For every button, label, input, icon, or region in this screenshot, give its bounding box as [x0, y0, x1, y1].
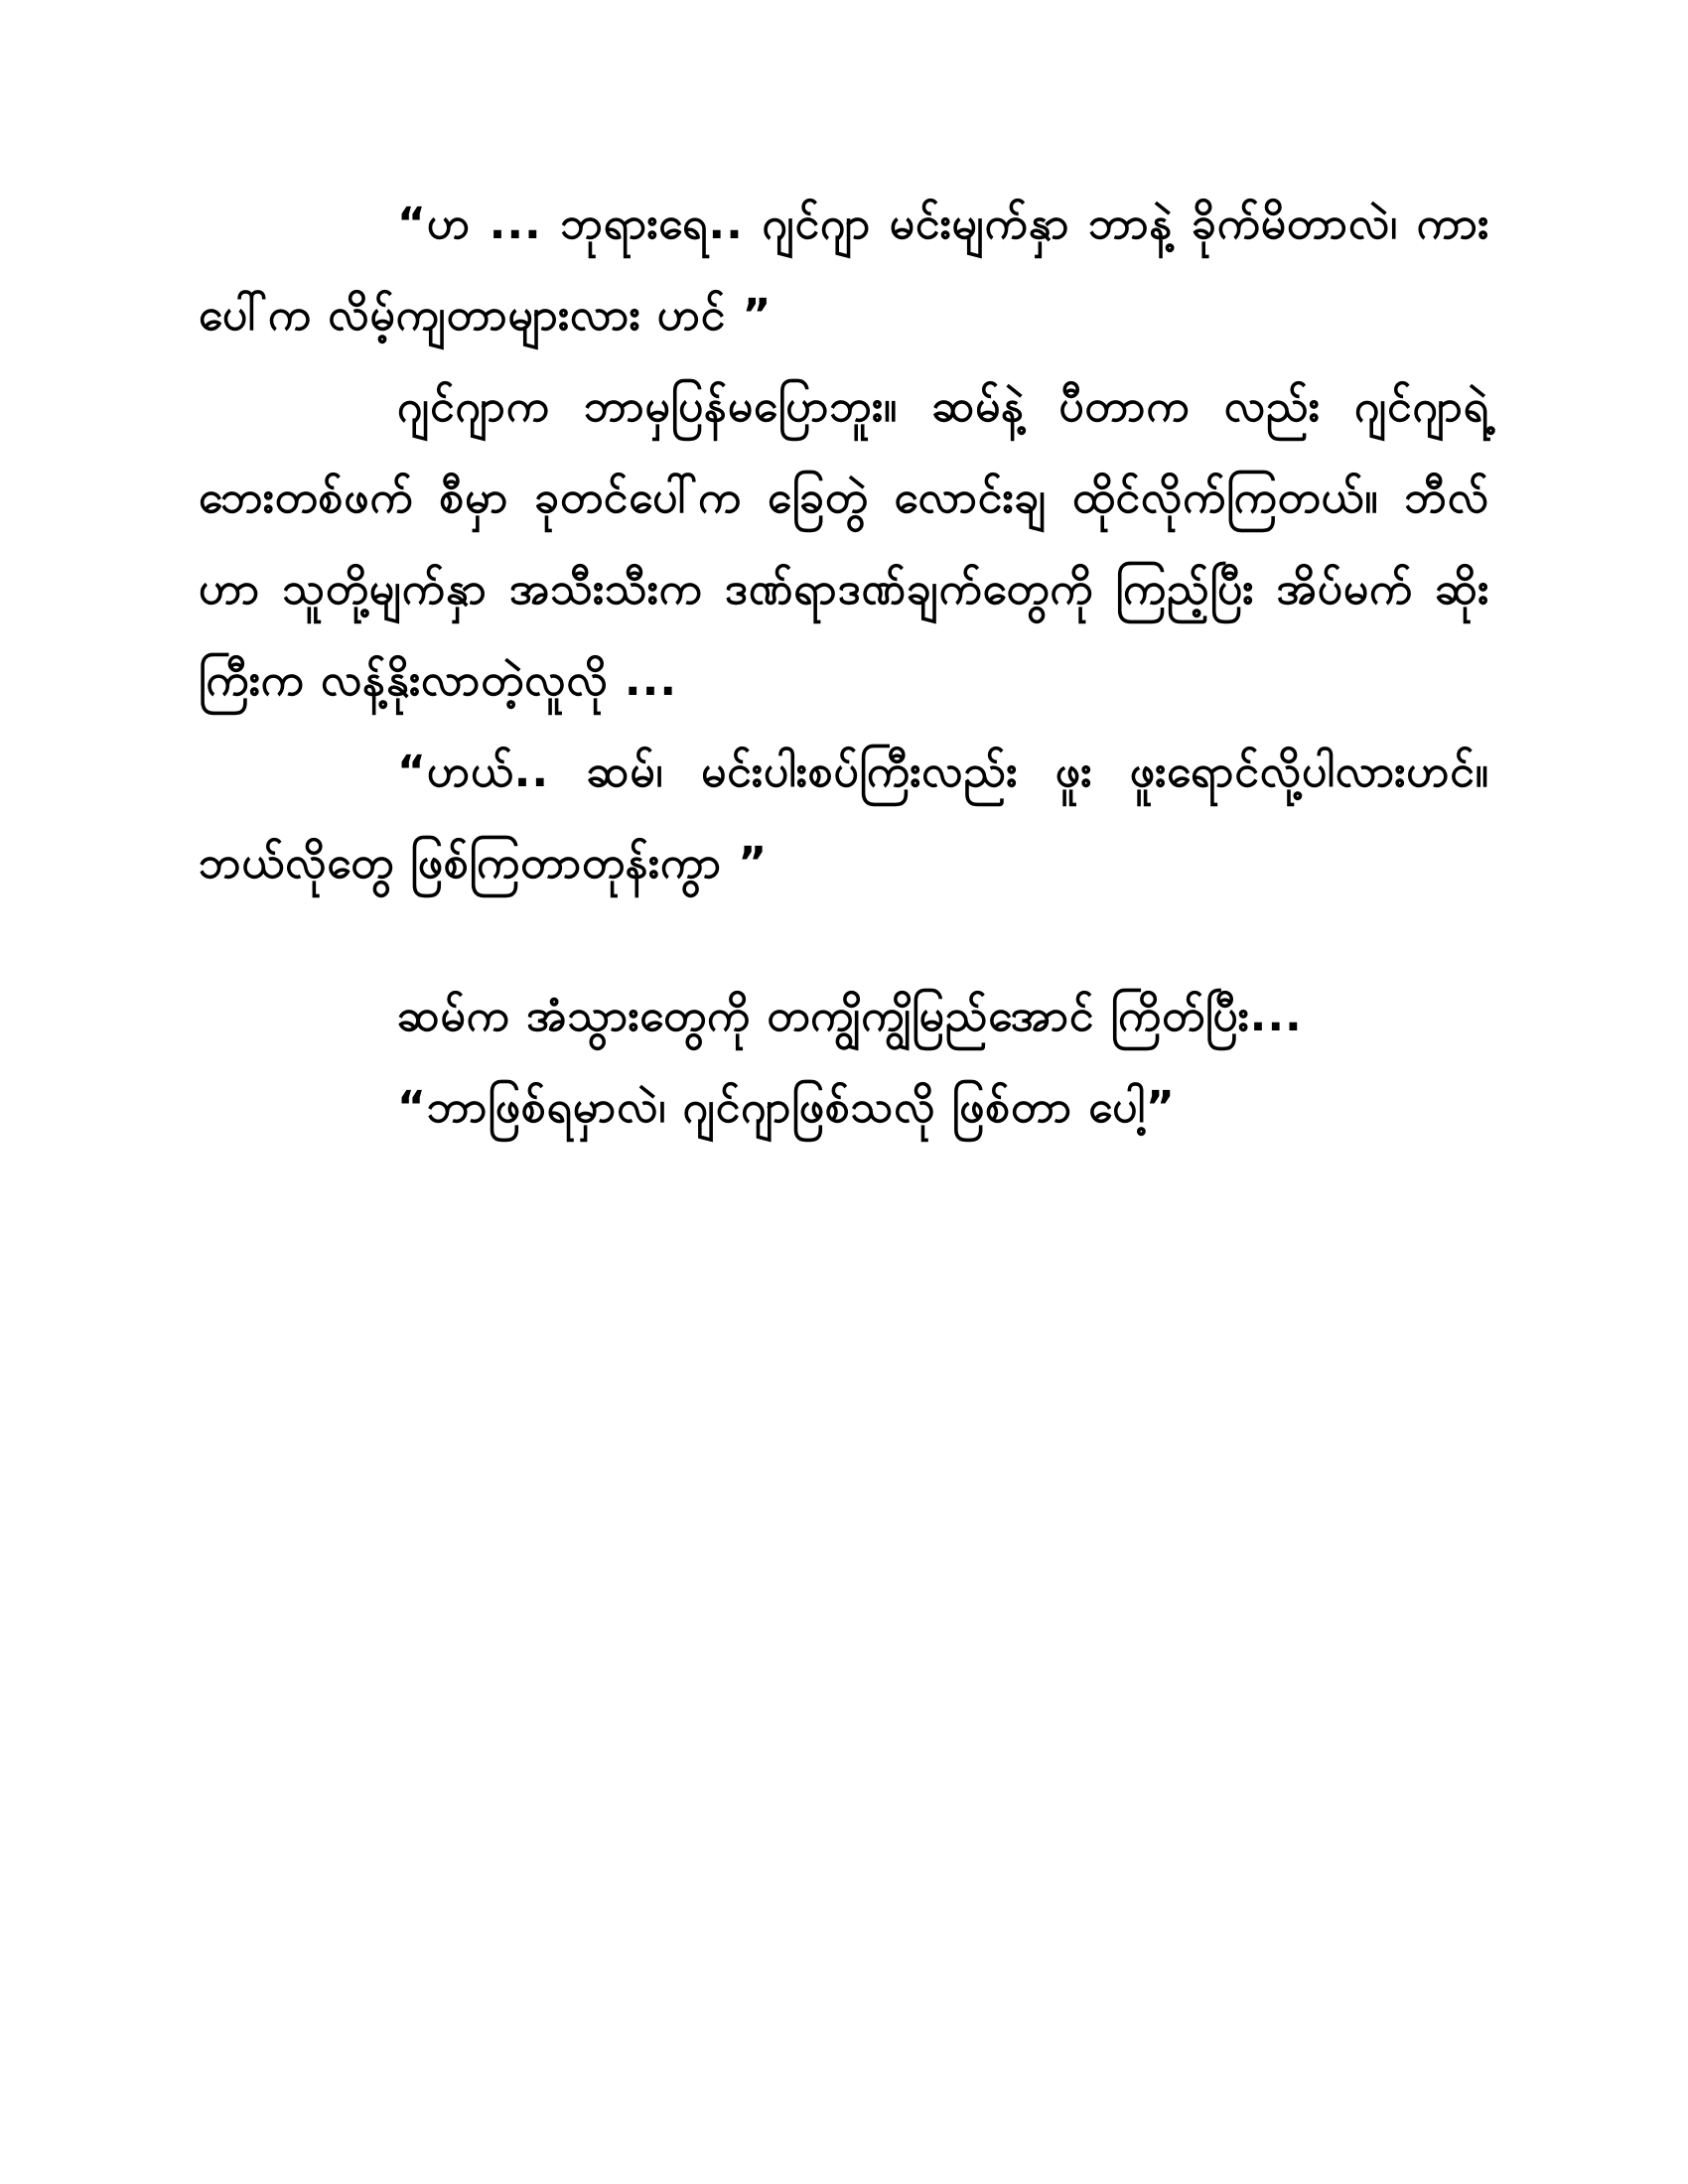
paragraph-1: “ဟ ... ဘုရားရေ.. ဂျင်ဂျာ မင်းမျက်နှာ ဘာနဲ့ ခိုက်မိတာလဲ၊ ကားပေါ်က လိမ့်ကျတာများလား ဟင် ”	[199, 199, 1489, 341]
paragraph-4: ဆမ်က အံသွားတွေကို တကျွိကျွိမြည်အောင် ကြိတ်ပြီး...	[397, 991, 1303, 1041]
paragraph-2: ဂျင်ဂျာက ဘာမှပြန်မပြောဘူး။ ဆမ်နဲ့ ပီတာက လည်း ဂျင်ဂျာရဲ့ ဘေးတစ်ဖက် စီမှာ ခုတင်ပေါ်က ခြေတွဲ လောင်းချ ထိုင်လိုက်ကြတယ်။ ဘီလ်ဟာ သူတို့မျက်နှာ အသီးသီးက ဒဏ်ရာဒဏ်ချက်တွေကို ကြည့်ပြီး အိပ်မက် ဆိုးကြီးက လန့်နိုးလာတဲ့လူလို ...	[199, 381, 1489, 706]
paragraph-5: “ဘာဖြစ်ရမှာလဲ၊ ဂျင်ဂျာဖြစ်သလို ဖြစ်တာ ပေါ့”	[397, 1082, 1176, 1133]
paragraph-3: “ဟယ်.. ဆမ်၊ မင်းပါးစပ်ကြီးလည်း ဖူး ဖူးရောင်လို့ပါလားဟင်။ ဘယ်လိုတွေ ဖြစ်ကြတာတုန်းကွာ ”	[199, 747, 1489, 888]
body-text	[199, 179, 1489, 1154]
